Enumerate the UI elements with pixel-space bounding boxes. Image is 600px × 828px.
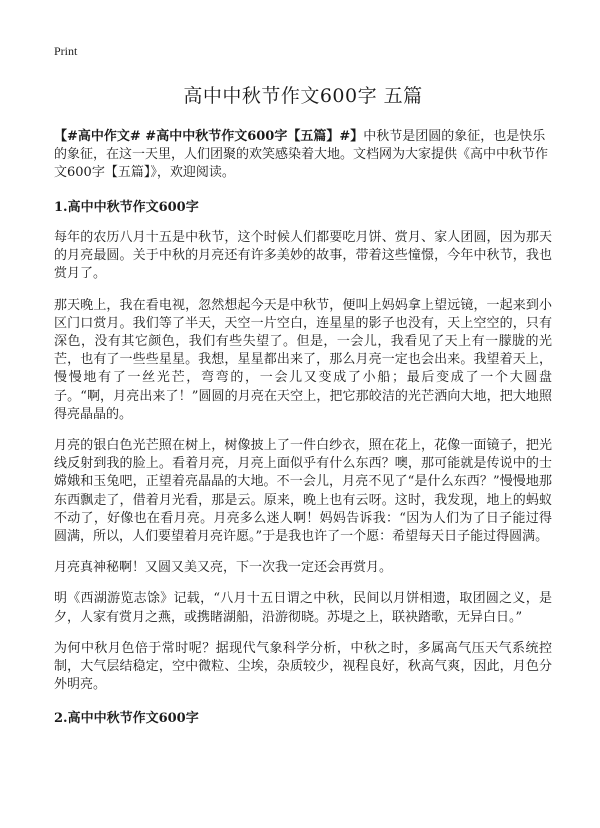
paragraph: 为何中秋月色倍于常时呢？据现代气象科学分析，中秋之时，多属高气压天气系统控制，大气层结稳定，空中微粒、尘埃，杂质较少，视程良好，秋高气爽，因此，月色分外明亮。 [54, 640, 552, 693]
print-link[interactable]: Print [54, 44, 78, 58]
section-heading-2: 2.高中中秋节作文600字 [54, 711, 199, 727]
paragraph: 明《西湖游览志馀》记载，“八月十五日谓之中秋，民间以月饼相遗，取团圆之义，是夕，人家有赏月之燕，或携睹湖船，沿游彻晓。苏堤之上，联袂踏歌，无异白日。” [54, 591, 552, 625]
page-title: 高中中秋节作文600字 五篇 [183, 85, 423, 107]
intro-paragraph [54, 128, 552, 182]
intro-lead: 【#高中作文# #高中中秋节作文600字【五篇】#】 [54, 129, 364, 144]
paragraph: 月亮真神秘啊！又圆又美又亮，下一次我一定还会再赏月。 [54, 560, 393, 576]
paragraph: 每年的农历八月十五是中秋节，这个时候人们都要吃月饼、赏月、家人团圆，因为那天的月亮最圆。关于中秋的月亮还有许多美妙的故事，带着这些憧憬，今年中秋节，我也赏月了。 [54, 230, 552, 282]
paragraph: 那天晚上，我在看电视，忽然想起今天是中秋节，便叫上妈妈拿上望远镜，一起来到小区门口赏月。我们等了半天，天空一片空白，连星星的影子也没有，天上空空的，只有深色，没有其它颜色，我们有些失望了。但是，一会儿，我看见了天上有一朦胧的光芒，也有了一些些星星。我想，星星都出来了，那么月亮一定也会出来。我望着天上，慢慢地有了一丝光芒，弯弯的，一会儿又变成了小船；最后变成了一个大圆盘子。“啊，月亮出来了！”圆圆的月亮在天空上，把它那皎洁的光芒洒向大地，把大地照得亮晶晶的。 [54, 297, 552, 422]
intro-text: 中秋节是团圆的象征，也是快乐的象征，在这一天里，人们团聚的欢笑感染着大地。文档网为大家提供《高中中秋节作文600字【五篇】》，欢迎阅读。 [54, 129, 549, 180]
paragraph: 月亮的银白色光芒照在树上，树像披上了一件白纱衣，照在花上，花像一面镜子，把光线反射到我的脸上。看着月亮，月亮上面似乎有什么东西？噢，那可能就是传说中的士嫦娥和玉兔吧，正望着亮晶晶的大地。不一会儿，月亮不见了“是什么东西？”慢慢地那东西飘走了，借着月光看，那是云。原来，晚上也有云呀。这时，我发现，地上的蚂蚁不动了，好像也在看月亮。月亮多么迷人啊！妈妈告诉我：“因为人们为了日子能过得圆满，所以，人们要望着月亮许愿。”于是我也许了一个愿：希望每天日子能过得圆满。 [54, 438, 552, 545]
section-heading-1: 1.高中中秋节作文600字 [54, 200, 199, 215]
